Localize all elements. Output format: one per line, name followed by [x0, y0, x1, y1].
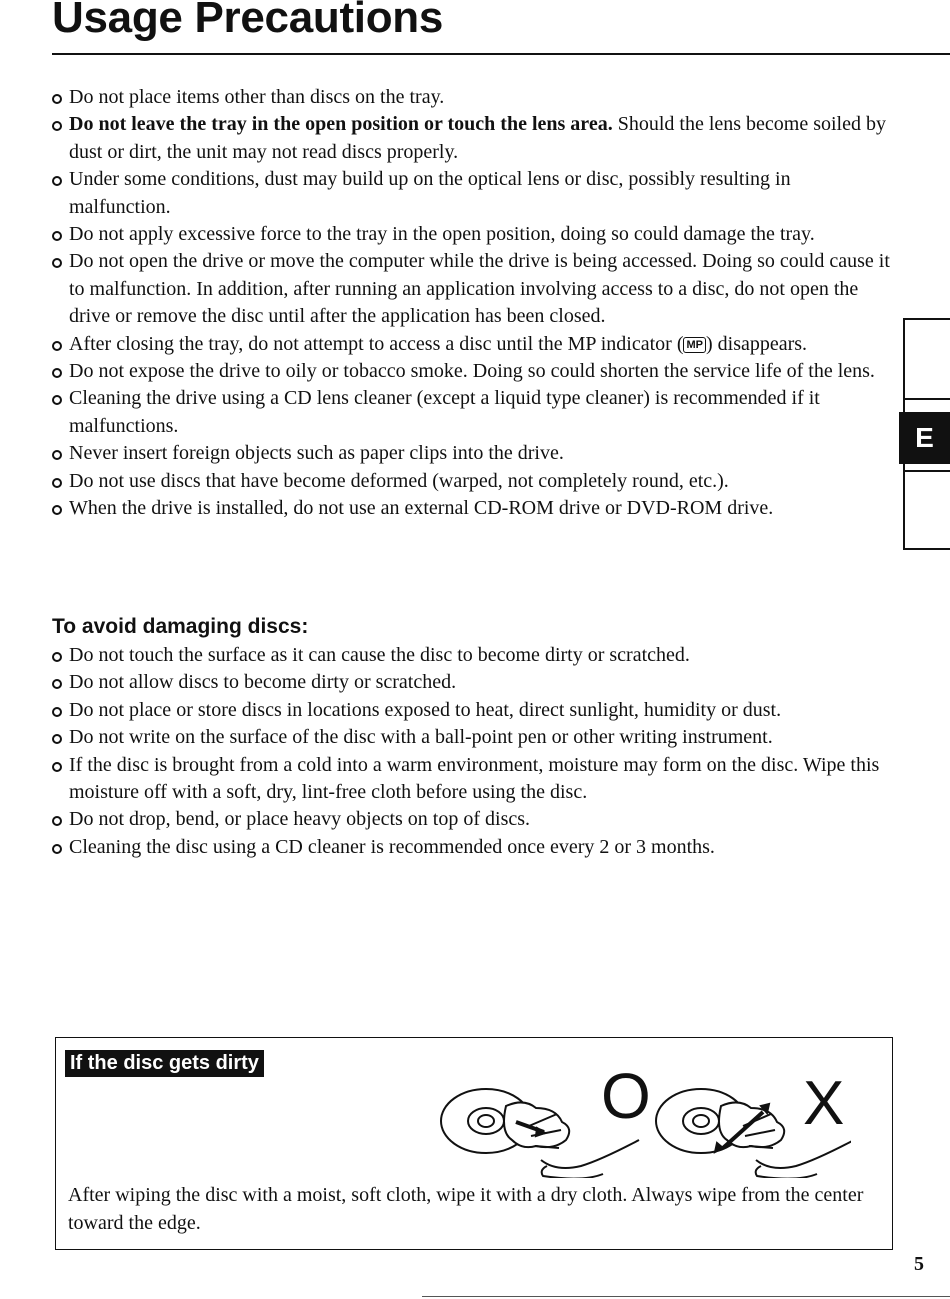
- item-text: Do not touch the surface as it can cause the disc to become dirty or scratched.: [69, 644, 690, 666]
- note-box: [55, 1037, 893, 1250]
- list-item: [52, 166, 894, 221]
- item-text: Do not place or store discs in locations exposed to heat, direct sunlight, humidity or dust.: [69, 698, 782, 721]
- list-item: [52, 111, 894, 166]
- bullet-icon: [52, 679, 62, 689]
- item-text: Do not place items other than discs on the tray.: [69, 86, 445, 108]
- language-tab: E: [899, 412, 950, 464]
- list-item: [52, 495, 894, 522]
- side-tab-divider: [903, 470, 950, 472]
- item-text: Do not expose the drive to oily or tobacco smoke. Doing so could shorten the service life of the lens.: [69, 360, 875, 383]
- bullet-icon: [52, 450, 62, 460]
- correct-mark-icon: O: [601, 1060, 651, 1132]
- item-text: Cleaning the disc using a CD cleaner is recommended once every 2 or 3 months.: [69, 835, 715, 858]
- bullet-icon: [52, 762, 62, 772]
- bullet-icon: [52, 231, 62, 241]
- item-text: Do not use discs that have become deformed (warped, not completely round, etc.).: [69, 469, 729, 492]
- page-title: Usage Precautions: [52, 0, 444, 42]
- bullet-icon: [52, 368, 62, 378]
- list-item: [52, 752, 894, 807]
- item-text: Should the lens become soiled by dust or dirt, the unit may not read discs properly.: [69, 113, 886, 163]
- item-text: Do not drop, bend, or place heavy objects on top of discs.: [69, 808, 531, 831]
- list-item: [52, 440, 894, 467]
- mp-indicator-icon: MP: [683, 337, 706, 353]
- item-text: After closing the tray, do not attempt to access a disc until the MP indicator (: [69, 332, 684, 355]
- item-text: When the drive is installed, do not use an external CD-ROM drive or DVD-ROM drive.: [69, 497, 774, 520]
- item-text: Do not open the drive or move the computer while the drive is being accessed. Doing so could cause it to malfunction. In addition, after running an application involving access to a disc, do not open the drive or remove the disc until after the application has been closed.: [69, 250, 890, 328]
- list-item: [52, 84, 894, 111]
- wrong-mark-icon: X: [803, 1069, 845, 1138]
- disc-wiping-illustration: [411, 1048, 851, 1178]
- list-item: [52, 697, 894, 724]
- item-text: Do not allow discs to become dirty or scratched.: [69, 671, 457, 694]
- item-text: If the disc is brought from a cold into a warm environment, moisture may form on the disc. Wipe this moisture off with a soft, dry, lint-free cloth before using the disc.: [69, 753, 880, 804]
- bullet-icon: [52, 176, 62, 186]
- bullet-icon: [52, 652, 62, 662]
- bullet-icon: [52, 395, 62, 405]
- list-item: [52, 834, 894, 861]
- list-item: [52, 221, 894, 248]
- list-item: [52, 358, 894, 385]
- item-text-after: ) disappears.: [705, 332, 808, 355]
- title-rule: [52, 53, 950, 55]
- precautions-list: [52, 84, 894, 523]
- list-item: [52, 331, 894, 358]
- list-item: [52, 806, 894, 833]
- bullet-icon: [52, 707, 62, 717]
- item-text: Under some conditions, dust may build up on the optical lens or disc, possibly resulting in malfunction.: [69, 168, 791, 218]
- bullet-icon: [52, 505, 62, 515]
- list-item: [52, 385, 894, 440]
- item-text: Do not write on the surface of the disc with a ball-point pen or other writing instrument.: [69, 726, 773, 749]
- bullet-icon: [52, 258, 62, 268]
- bullet-icon: [52, 734, 62, 744]
- note-text: After wiping the disc with a moist, soft cloth, wipe it with a dry cloth. Always wipe from the center toward the edge.: [68, 1184, 864, 1234]
- list-item: [52, 724, 894, 751]
- list-item: [52, 248, 894, 330]
- bullet-icon: [52, 844, 62, 854]
- list-item: [52, 669, 894, 696]
- list-item: [52, 642, 894, 669]
- item-bold-text: Do not leave the tray in the open position or touch the lens area.: [69, 113, 613, 136]
- page-number: 5: [914, 1253, 924, 1275]
- bullet-icon: [52, 478, 62, 488]
- disc-precautions-list: [52, 642, 894, 861]
- bullet-icon: [52, 816, 62, 826]
- item-text: Do not apply excessive force to the tray in the open position, doing so could damage the tray.: [69, 223, 815, 246]
- note-label: If the disc gets dirty: [65, 1050, 264, 1077]
- disc-heading: To avoid damaging discs:: [52, 615, 309, 638]
- bullet-icon: [52, 121, 62, 131]
- side-tab-divider: [903, 398, 950, 400]
- item-text: Never insert foreign objects such as paper clips into the drive.: [69, 442, 564, 465]
- footer-rule: [422, 1296, 950, 1297]
- item-text: Cleaning the drive using a CD lens cleaner (except a liquid type cleaner) is recommended if it malfunctions.: [69, 387, 820, 437]
- bullet-icon: [52, 94, 62, 104]
- list-item: [52, 468, 894, 495]
- bullet-icon: [52, 341, 62, 351]
